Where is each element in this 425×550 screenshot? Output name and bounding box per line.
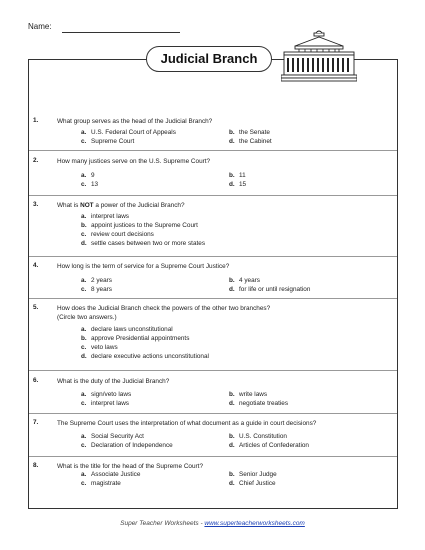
option-d[interactable]: d. Articles of Confederation bbox=[229, 442, 309, 449]
divider bbox=[29, 298, 397, 299]
question-number: 2. bbox=[33, 157, 39, 164]
option-c[interactable]: c. magistrate bbox=[81, 480, 121, 487]
option-d[interactable]: d. Chief Justice bbox=[229, 480, 276, 487]
option-c[interactable]: c. 8 years bbox=[81, 286, 112, 293]
option-c[interactable]: c. interpret laws bbox=[81, 400, 130, 407]
option-b[interactable]: b. U.S. Constitution bbox=[229, 433, 287, 440]
option-b[interactable]: b. write laws bbox=[229, 391, 268, 398]
option-c[interactable]: c. Supreme Court bbox=[81, 138, 135, 145]
option-b[interactable]: b. appoint justices to the Supreme Court bbox=[81, 222, 198, 229]
option-b[interactable]: b. approve Presidential appointments bbox=[81, 335, 190, 342]
question-text: How long is the term of service for a Supreme Court Justice? bbox=[57, 263, 230, 270]
option-b[interactable]: b. 4 years bbox=[229, 277, 260, 284]
question-text: What is the title for the head of the Supreme Court? bbox=[57, 463, 203, 470]
option-b[interactable]: b. 11 bbox=[229, 172, 246, 179]
option-c[interactable]: c. veto laws bbox=[81, 344, 118, 351]
question-text: How many justices serve on the U.S. Supreme Court? bbox=[57, 158, 211, 165]
option-b[interactable]: b. the Senate bbox=[229, 129, 270, 136]
divider bbox=[29, 413, 397, 414]
name-line[interactable] bbox=[62, 32, 180, 33]
question-number: 6. bbox=[33, 377, 39, 384]
question-number: 8. bbox=[33, 462, 39, 469]
option-d[interactable]: d. negotiate treaties bbox=[229, 400, 289, 407]
footer-link[interactable]: www.superteacherworksheets.com bbox=[204, 520, 305, 527]
question-number: 4. bbox=[33, 262, 39, 269]
question-number: 7. bbox=[33, 419, 39, 426]
worksheet-title: Judicial Branch bbox=[146, 46, 272, 72]
option-d[interactable]: d. for life or until resignation bbox=[229, 286, 311, 293]
option-c[interactable]: c. Declaration of Independence bbox=[81, 442, 173, 449]
divider bbox=[29, 370, 397, 371]
option-d[interactable]: d. 15 bbox=[229, 181, 247, 188]
option-c[interactable]: c. review court decisions bbox=[81, 231, 154, 238]
option-a[interactable]: a. interpret laws bbox=[81, 213, 130, 220]
option-d[interactable]: d. the Cabinet bbox=[229, 138, 272, 145]
question-number: 3. bbox=[33, 201, 39, 208]
option-a[interactable]: a. sign/veto laws bbox=[81, 391, 132, 398]
option-a[interactable]: a. Associate Justice bbox=[81, 471, 141, 478]
question-text: What is the duty of the Judicial Branch? bbox=[57, 378, 170, 385]
option-a[interactable]: a. U.S. Federal Court of Appeals bbox=[81, 129, 176, 136]
option-d[interactable]: d. declare executive actions unconstitutional bbox=[81, 353, 209, 360]
courthouse-icon bbox=[281, 30, 357, 82]
question-text: What group serves as the head of the Judicial Branch? bbox=[57, 118, 213, 125]
divider bbox=[29, 150, 397, 151]
footer-text: Super Teacher Worksheets - bbox=[120, 520, 205, 527]
divider bbox=[29, 456, 397, 457]
question-text: The Supreme Court uses the interpretation of what document as a guide in court decisions? bbox=[57, 420, 317, 427]
option-c[interactable]: c. 13 bbox=[81, 181, 99, 188]
option-a[interactable]: a. Social Security Act bbox=[81, 433, 144, 440]
option-d[interactable]: d. settle cases between two or more states bbox=[81, 240, 206, 247]
option-a[interactable]: a. 2 years bbox=[81, 277, 112, 284]
option-b[interactable]: b. Senior Judge bbox=[229, 471, 277, 478]
divider bbox=[29, 256, 397, 257]
question-number: 1. bbox=[33, 117, 39, 124]
name-label: Name: bbox=[28, 22, 52, 31]
question-text: How does the Judicial Branch check the powers of the other two branches? (Circle two answers.) bbox=[57, 305, 271, 321]
question-text: What is NOT a power of the Judicial Branch? bbox=[57, 202, 185, 209]
footer bbox=[0, 520, 425, 527]
option-a[interactable]: a. declare laws unconstitutional bbox=[81, 326, 173, 333]
divider bbox=[29, 195, 397, 196]
option-a[interactable]: a. 9 bbox=[81, 172, 95, 179]
question-number: 5. bbox=[33, 304, 39, 311]
